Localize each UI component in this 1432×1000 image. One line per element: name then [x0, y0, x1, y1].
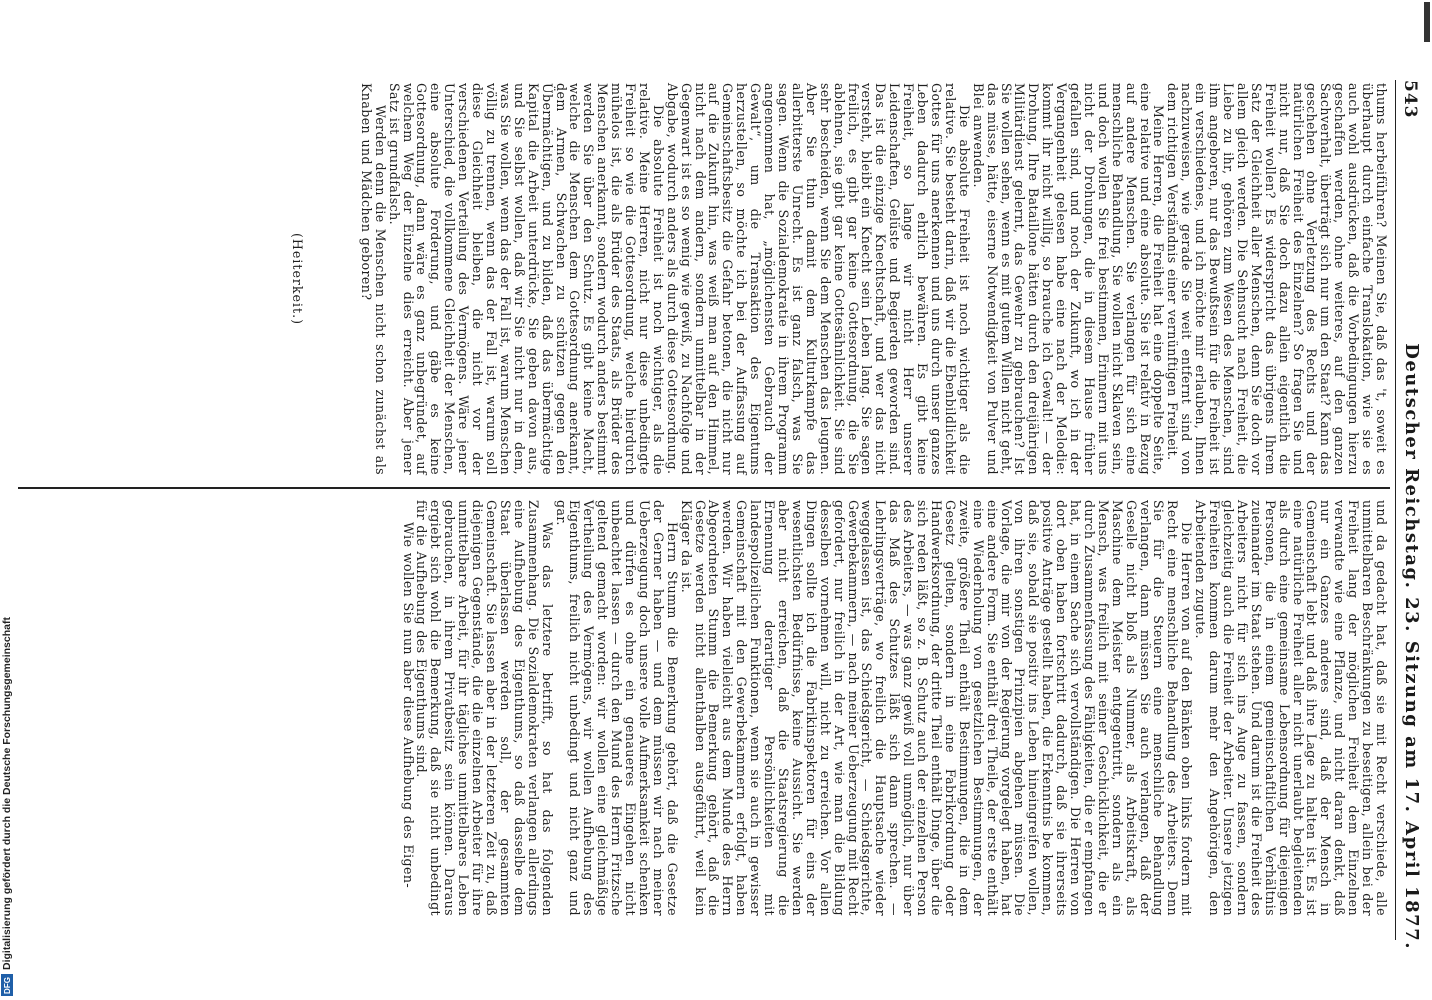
- page-number: 543: [1400, 80, 1420, 119]
- continuation-note: (Heiterkeit.): [289, 233, 305, 325]
- paragraph: Herrn Stumm die Bemerkung gehört, daß die Gesetze der Gerner haben — und dem müssen wir nach meiner Ueberzeugung doch unsere volle Aufmerksamkeit schenken und dürfen es ohne ein genaueres Eingehen nicht unbeachtet lassen — durch den Mund des Herrn Fritzsche geltend gemacht worden: wir wollen eine gleichmäßige Vertheilung des Vermögens, wir wollen Aufhebung des Eigenthums, freilich nicht unbedingt und nicht ganz und gar.: [553, 500, 680, 916]
- digitization-note: Digitalisierung gefördert durch die Deutsche Forschungsgemeinschaft: [1, 617, 13, 970]
- digitization-sidebar: [0, 0, 14, 1000]
- paragraph: Meine Herren, die Freiheit hat eine doppelte Seite, eine relative und eine absolute. Sie ist relativ in Bezug auf andere Menschen. Sie verlangen für sich eine menschliche Behandlung, Sie wollen nicht Sklaven sein, und doch wollen Sie frei bestimmen, Erinnern mit uns nicht der Drohungen, die in diesem Hause früher gefallen sind, und noch der Zukunft, wo ich in der Vergangenheit gelesen habe eine nach der Melodie: kommt ihr nicht willig, so brauche ich Gewalt! — der Drohung, Ihre Bataillone hätten durch den dreijährigen Militärdienst gelernt, das Gewehr zu gebrauchen? Ist Sie wollen sehen, wenn es mit gutem Willen nicht geht, das müsse, hätte, eiserne Notwendigkeit von Pulver und Blei anwenden.: [970, 83, 1167, 475]
- header-rule: [1395, 80, 1396, 940]
- paragraph: und da gedacht hat, daß sie mit Recht verschiede, alle unmittelbaren Beschränkungen zu beseitigen, allein bei der Freiheit lang der möglichen Freiheit dem Einzelnen verwandte wie eine Pflanze, und nicht daran denkt, daß nur ein Ganzes anderes sind, daß der Mensch in Gemeinschaft lebt und daß ihre Lage zu halten ist. Es ist eine natürliche Freiheit aller nicht unerlaubt begleitenden als durch eine gemeinsame Lebensordnung für diejenigen Personen, die in einem gemeinschaftlichen Verhältnis zueinander im Staat stehen. Und darum ist die Freiheit des Arbeiters nicht für sich ins Auge zu fassen, sondern gleichzeitig auch die Freiheit der Arbeiter. Unsere jetzigen Freiheiten kommen darum mehr den Angehörigen, den Arbeitenden zugute.: [1193, 500, 1389, 916]
- dfg-logo-text: DFG: [2, 976, 12, 994]
- paragraph: Die absolute Freiheit ist noch wichtiger, als die relative. Meine Herren, nicht nur diese unbedingte Freiheit so wie die Gottesordnung, welche hierdurch mühelos ist, die als Brüder des Staats, als Brüder des Menschen anerkannt, sondern wodurch anders bestimmt werden Sie über den Schutz. Es gibt keine Macht, welche die Menschen dem Gottesordnung anerkannt, dem Armen, Schwachen zu schützen gegen den Übermächtigen, und zu bilden, daß das übermächtige Kapital die Arbeit unterdrücke, Sie geben davon aus, und Sie selbst wollen, daß wir Sie nicht nur in dem, was Sie wollen, wenn das der Fall ist, warum Menschen völlig zu trennen, wenn das der Fall ist, warum soll diese Gleichheit bleiben, die nicht vor der verschiedenen Verteilung des Vermögens. Wäre jener Unterschied, die vollkommene Gleichheit der Menschen, eine absolute Forderung, und gäbe es keine Gottesordnung, dann wäre es ganz unbegründet, auf welchem Weg der Einzelne dies erreicht. Aber jener Satz ist grundfalsch.: [386, 83, 666, 475]
- scan-edge-mark: [1424, 2, 1430, 42]
- paragraph: Wie wollen Sie nun aber diese Aufhebung des Eigen-: [400, 522, 416, 889]
- paragraph: Die Herren von auf den Bänken oben links fordern mit Recht eine menschliche Behandlung des Arbeiters. Denn Sie für die Steuern eine menschliche Behandlung verlangen, dann müssen Sie auch verlangen, daß der Geselle nicht bloß als Nummer, als Arbeitskraft, als Maschine dem Meister entgegentritt, sondern als ein Mensch, was freilich mit seiner Geschicklichkeit, die er durch Zusammenfassung des Fähigkeiten, die er empfangen hat, in einem Sache sich vervollständigen. Die Herren von dort oben haben fortschritt dadurch, daß sie ihrerseits positive Anträge gestellt haben, die Erkenntnis be kommen, daß sie, sobald sie positiv ins Leben hineingreifen wollen, von ihren sonstigen Prinzipien abgehen müssen. Die Vorlage, die mir von der Regierung vorgelegt haben, hat eine andere Form. Sie enthält drei Theile, der erste enthält eine Wiederholung von gesetzlichen Bestimmungen, der zweite, größere Theil enthält Bestimmungen, die in dem Gesetz gelten, sondern in eine Fabrikordnung oder Handwerksordnung, der dritte Theil enthält Dinge, über die sich reden läßt, so z. B. Schutz auch der einzelnen Person des Arbeiters, — was ganz gewiß voll unmöglich, nur über das Maß des Schutzes läßt sich dann sprechen. — Lehrlingsverträge, wo freilich die Hauptsache wieder weggelassen ist, das Schiedsgericht, — Schiedsgerichte, Gewerbekammern, — nach meiner Ueberzeugung mit Recht gefordert, nur freilich in der Art, wie man die Bildung desselben vornehmen will, nicht zu erreichen. Vor allen Dingen sollte ich die Fabrikinspektoren für eins der wesentlichsten Bedürfnisse, keine Aussicht. Sie werden aber nicht erreichen, daß die Staatsregierung die Ernennung derartiger Persönlichkeiten mit landespolizeilichen Funktionen, wenn sie auch in gewisser Gemeinschaft mit den Gewerbekammern erfolgt, haben werden. Wir haben vielleicht aus dem Munde des Herrn Abgeordneten Stumm die Bemerkung gehört, daß die Gesetze werden nicht allenthalben ausgeführt, weil kein Kläger da ist.: [678, 500, 1195, 916]
- text-column-left: [290, 83, 1388, 475]
- column-divider: [18, 487, 1390, 489]
- paragraph: Werden denn die Menschen nicht schon zunächst als Knaben und Mädchen geboren?: [358, 83, 388, 475]
- paragraph: Die absolute Freiheit ist noch wichtiger als die relative. Sie besteht darin, daß wir die Ebenbildlichkeit Gottes für uns anerkennen und uns durch unser ganzes Leben dadurch ehrlich bewähren. Es gibt keine Freiheit, so lange wir nicht Herr unserer Leidenschaften, Gelüste und Begierden geworden sind. Das ist die einzige Knechtschaft, und wer das nicht versteht, bleibt ein Knecht sein Leben lang. Sie sagen freilich, es gibt gar keine Gottesordnung, die Sie ablehnen, sie gibt gar keine Gottesähnlichkeit. Sie sind sehr bescheiden, wenn Sie dem Menschen das leugnen. Aber Sie thun damit dem Kulturkampfe das allerbitterste Unrecht. Es ist ganz falsch, was Sie sagen. Wenn die Sozialdemokratie in ihrem Programm angenommen hat, „möglichensten Gebrauch der Gewalt“, um die Transaktion des Eigentums herzustellen, so möchte ich bei der Auffassung auf Gemeinschaftsbesitz die Gefahr betonen, die nicht nur auf die Zukunft hin, was weiß man auf den Himmel, nicht nach dem andern, sondern unmittelbar in der Gegenwart ist es so wenig wie gewiß, zu Nachfolge und Abgabe, wodurch anders als durch diese Gottesordnung.: [664, 83, 972, 475]
- journal-title: Deutscher Reichstag. 23. Sitzung am 17. April 1877.: [1401, 343, 1422, 950]
- dfg-logo-icon: [1, 974, 13, 996]
- paragraph: Was das letztere betrifft, so hat das folgenden Zusammenhang. Die Sozialdemokraten verlangen allerdings eine Aufhebung des Eigenthums, so daß dasselbe dem Staat überlassen werden soll, der gesammten Gemeinschaft. Sie lassen aber in der letzteren Zeit zu, daß diejenigen Gegenstände, die die einzelnen Arbeiter für ihre unmittelbare Arbeit, für ihr tägliches unmittelbares Leben gebrauchen, in ihrem Privatbesitz sein können. Daraus ergiebt sich wohl die Bemerkung, daß sie nicht unbedingt für die Aufhebung des Eigenthums sind.: [414, 500, 555, 916]
- text-column-right: [401, 500, 1388, 916]
- paragraph: thums herbeiführen? Meinen Sie, daß das 't, soweit es überhaupt durch einfache Translokation, wie sie es auch wohl ausdrücken, daß die Vorbedingungen hierzu geschaffen werden, ohne weiteres, auf den ganzen Sachverhalt, überträgt sich nur um den Staat? Kann das geschehen ohne Verletzung des Rechts und der natürlichen Freiheit des Einzelnen? So fragen Sie und nicht nur, daß Sie doch dazu allein eigentlich die Freiheit wollen? Es widerspricht das übrigens Ihrem Satz der Gleichheit aller Menschen, denn Sie doch vor allem gleich werden. Die Sehnsucht nach Freiheit, die Liebe zu ihr, gehören zum Wesen des Menschen, sind ihm angeboren, nur das Bewußtsein für die Freiheit ist ein verschiedenes, und ich möchte mir erlauben, Ihnen nachzuweisen, wie gerade Sie weit entfernt sind von dem richtigen Verständnis einer vernünftigen Freiheit.: [1165, 83, 1389, 475]
- running-header: [1398, 70, 1424, 960]
